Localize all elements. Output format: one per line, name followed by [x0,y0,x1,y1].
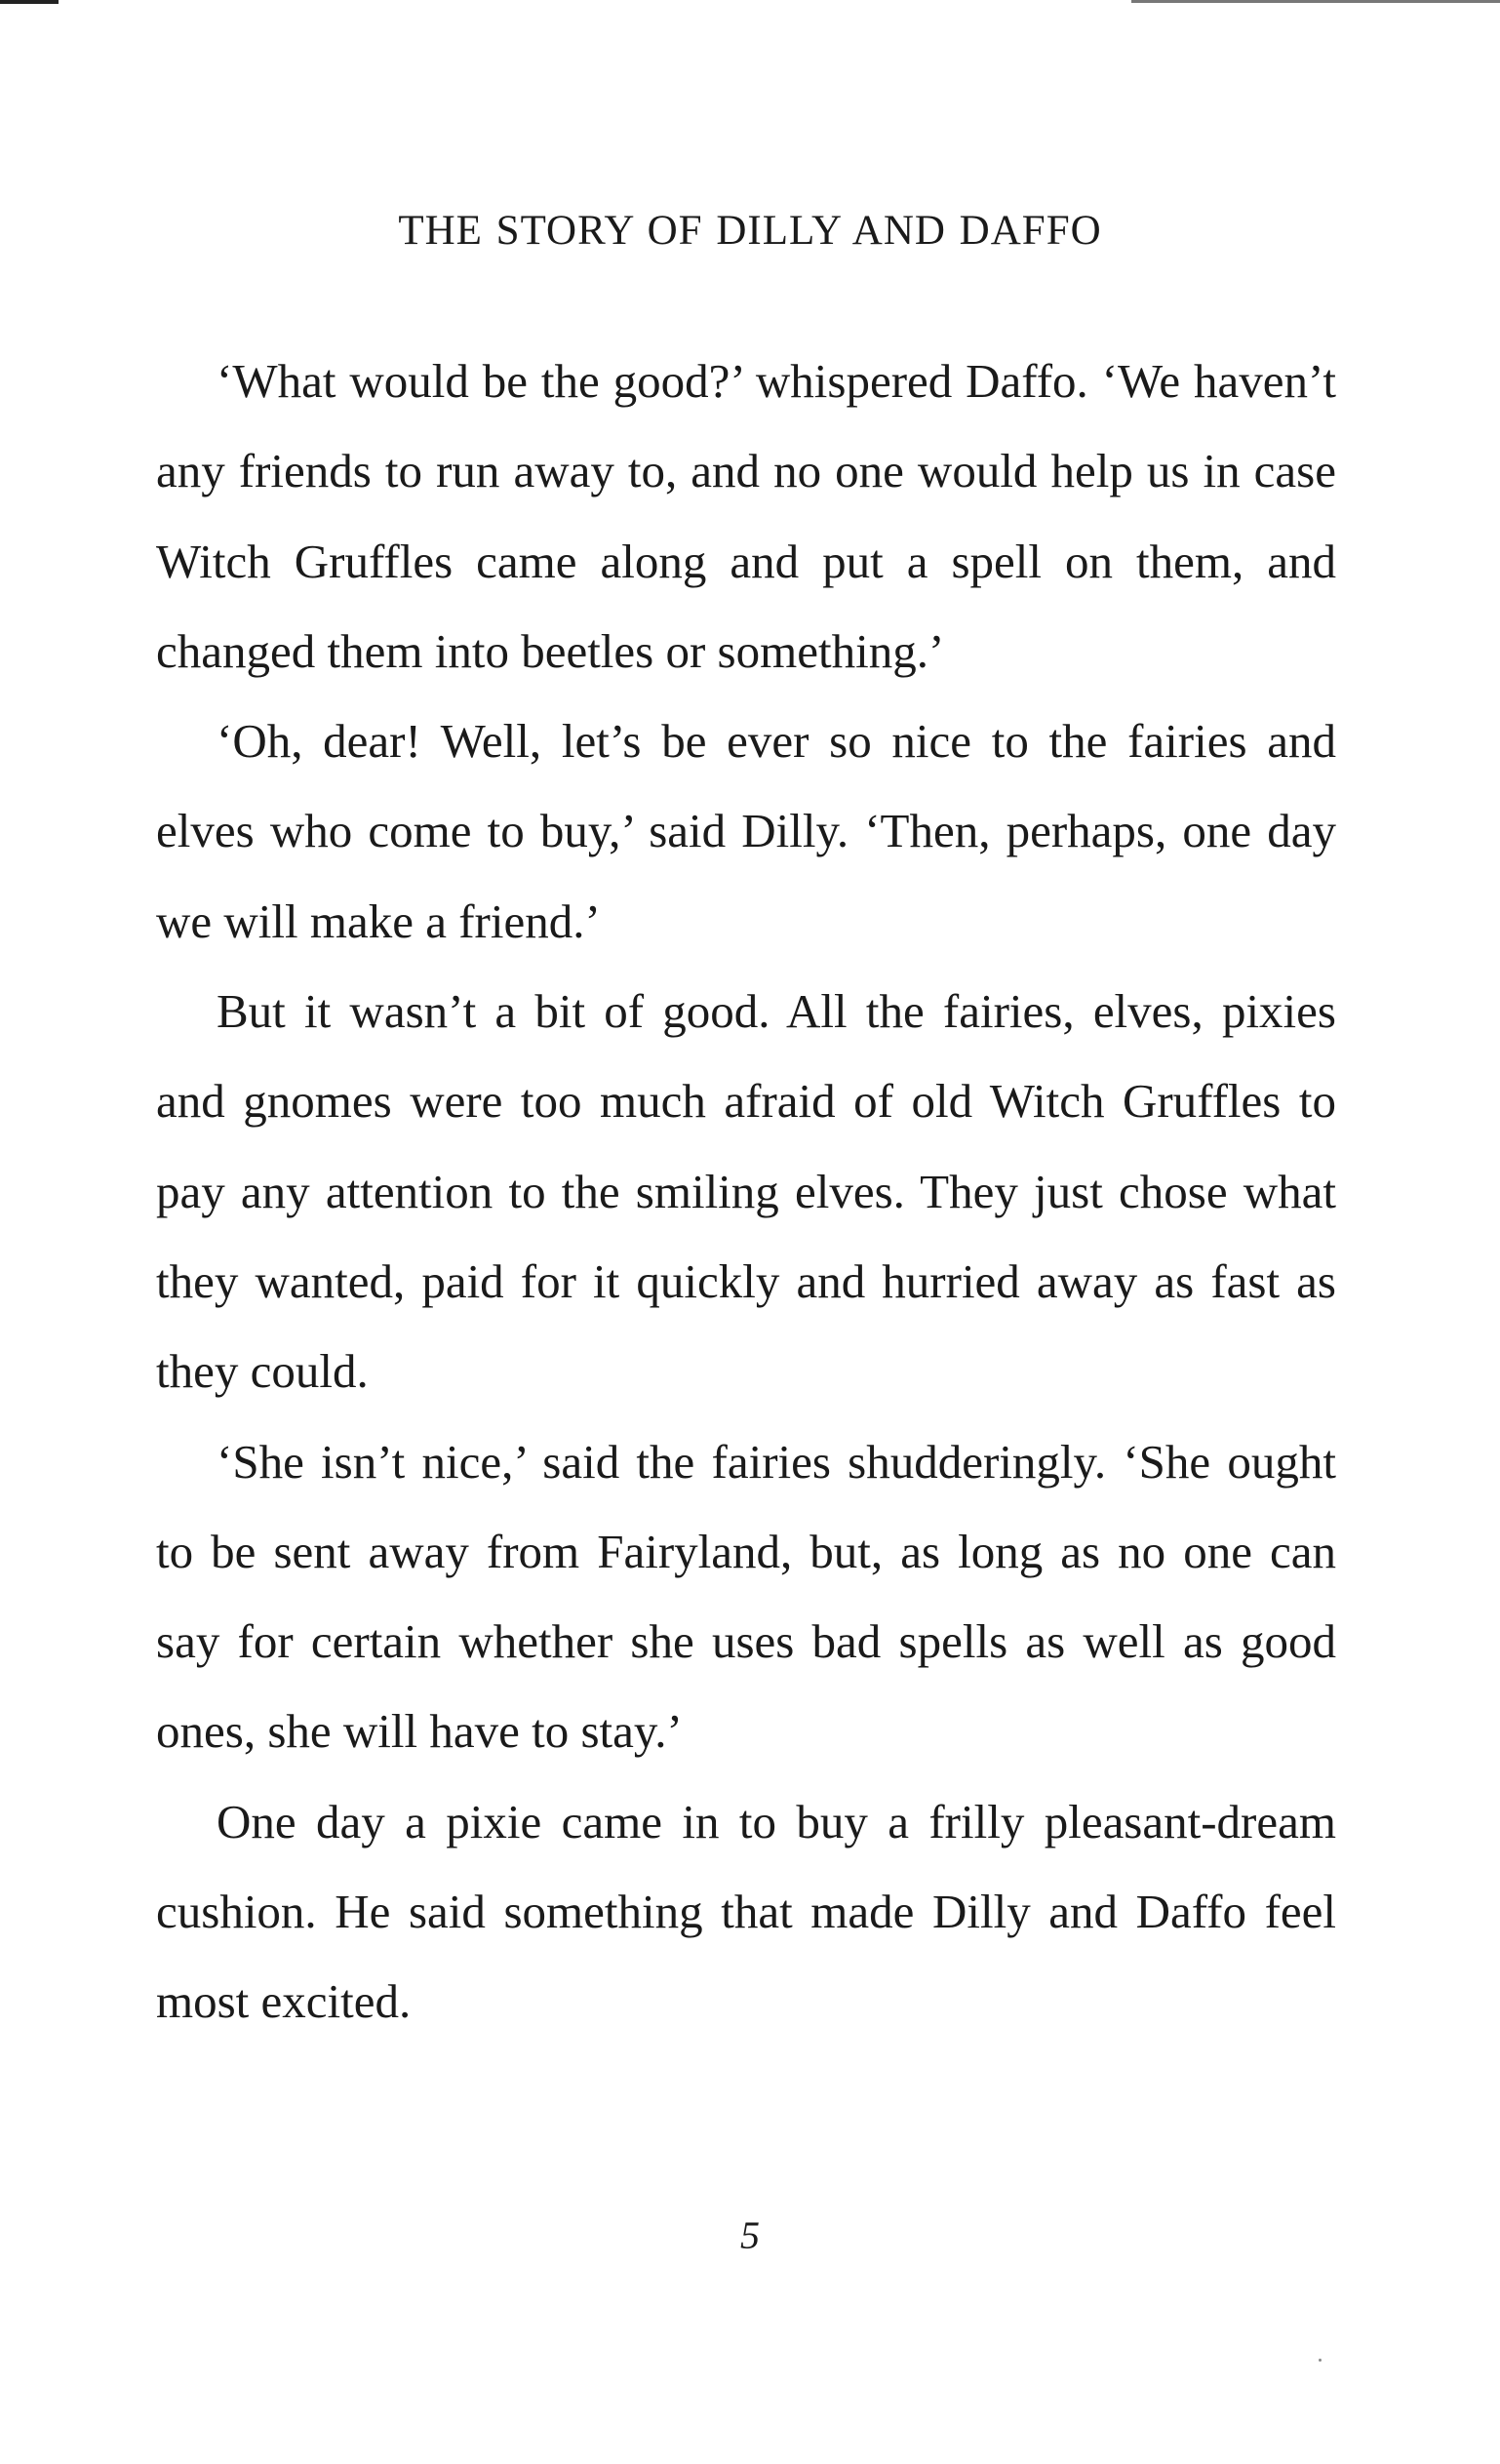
paragraph: But it wasn’t a bit of good. All the fairies, elves, pixies and gnomes were too much afraid of old Witch Gruffles to pay any attention to the smiling elves. They just chose what they wanted, paid for it quickly and hurried away as fast as they could. [156,984,1336,1399]
scan-edge-rule [1131,0,1500,3]
paragraph: One day a pixie came in to buy a frilly pleasant-dream cushion. He said something that made Dilly and Daffo feel most excited. [156,1794,1336,2029]
paragraph: ‘What would be the good?’ whispered Daffo. ‘We haven’t any friends to run away to, and no one would help us in case Witch Gruffles came along and put a spell on them, and changed them into beetles or something.’ [156,354,1336,678]
page-number: 5 [740,2213,760,2257]
paragraph: ‘Oh, dear! Well, let’s be ever so nice to the fairies and elves who come to buy,’ said Dilly. ‘Then, perhaps, one day we will make a friend.’ [156,714,1336,948]
scan-edge-rule [0,0,59,4]
running-head: THE STORY OF DILLY AND DAFFO [398,208,1102,254]
body-text [156,337,1336,2047]
paragraph: ‘She isn’t nice,’ said the fairies shudderingly. ‘She ought to be sent away from Fairyland, but, as long as no one can say for certain whether she uses bad spells as well as good ones, she will have to stay.’ [156,1434,1336,1759]
scan-speck [1319,2359,1322,2362]
